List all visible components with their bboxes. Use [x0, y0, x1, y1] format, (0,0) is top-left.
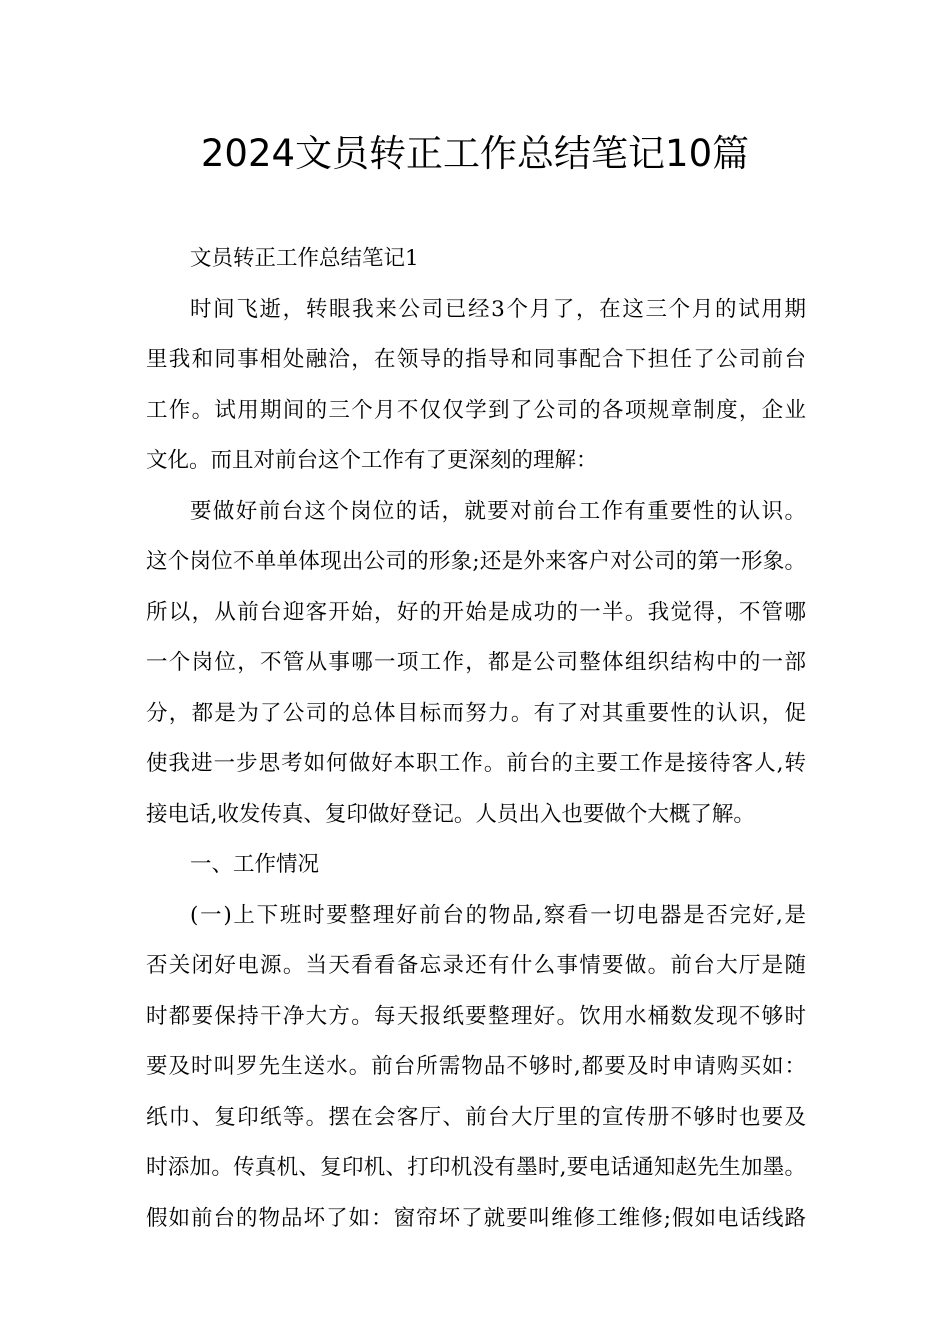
body-text-line: 时都要保持干净大方。每天报纸要整理好。饮用水桶数发现不够时: [146, 1003, 806, 1029]
document-body: [146, 234, 806, 1244]
body-text-line: 文员转正工作总结笔记1: [190, 246, 419, 271]
body-text-line: 时添加。传真机、复印机、打印机没有墨时,要电话通知赵先生加墨。: [146, 1155, 806, 1180]
body-text-line: 一个岗位，不管从事哪一项工作，都是公司整体组织结构中的一部: [146, 650, 806, 675]
body-text-line: 纸巾、复印纸等。摆在会客厅、前台大厅里的宣传册不够时也要及: [146, 1104, 806, 1130]
body-text-line: (一)上下班时要整理好前台的物品,察看一切电器是否完好,是: [190, 902, 806, 928]
body-text-line: 要做好前台这个岗位的话，就要对前台工作有重要性的认识。: [190, 498, 806, 524]
body-text-line: 接电话,收发传真、复印做好登记。人员出入也要做个大概了解。: [146, 801, 755, 827]
body-text-line: 使我进一步思考如何做好本职工作。前台的主要工作是接待客人,转: [146, 751, 806, 776]
body-text-line: 时间飞逝，转眼我来公司已经3个月了，在这三个月的试用期: [190, 296, 806, 322]
document-title: 2024文员转正工作总结笔记10篇: [200, 132, 750, 175]
body-text-line: 分，都是为了公司的总体目标而努力。有了对其重要性的认识，促: [146, 700, 806, 726]
body-text-line: 所以，从前台迎客开始，好的开始是成功的一半。我觉得，不管哪: [146, 599, 806, 625]
body-text-line: 文化。而且对前台这个工作有了更深刻的理解：: [146, 448, 598, 473]
body-text-line: 工作。试用期间的三个月不仅仅学到了公司的各项规章制度，企业: [146, 397, 806, 423]
body-text-line: 这个岗位不单单体现出公司的形象;还是外来客户对公司的第一形象。: [146, 549, 806, 574]
body-text-line: 假如前台的物品坏了如：窗帘坏了就要叫维修工维修;假如电话线路: [146, 1205, 806, 1231]
body-text-line: 一、工作情况: [190, 852, 320, 877]
body-text-line: 否关闭好电源。当天看看备忘录还有什么事情要做。前台大厅是随: [146, 953, 806, 978]
body-text-line: 要及时叫罗先生送水。前台所需物品不够时,都要及时申请购买如：: [146, 1054, 806, 1079]
body-text-line: 里我和同事相处融洽，在领导的指导和同事配合下担任了公司前台: [146, 347, 806, 372]
